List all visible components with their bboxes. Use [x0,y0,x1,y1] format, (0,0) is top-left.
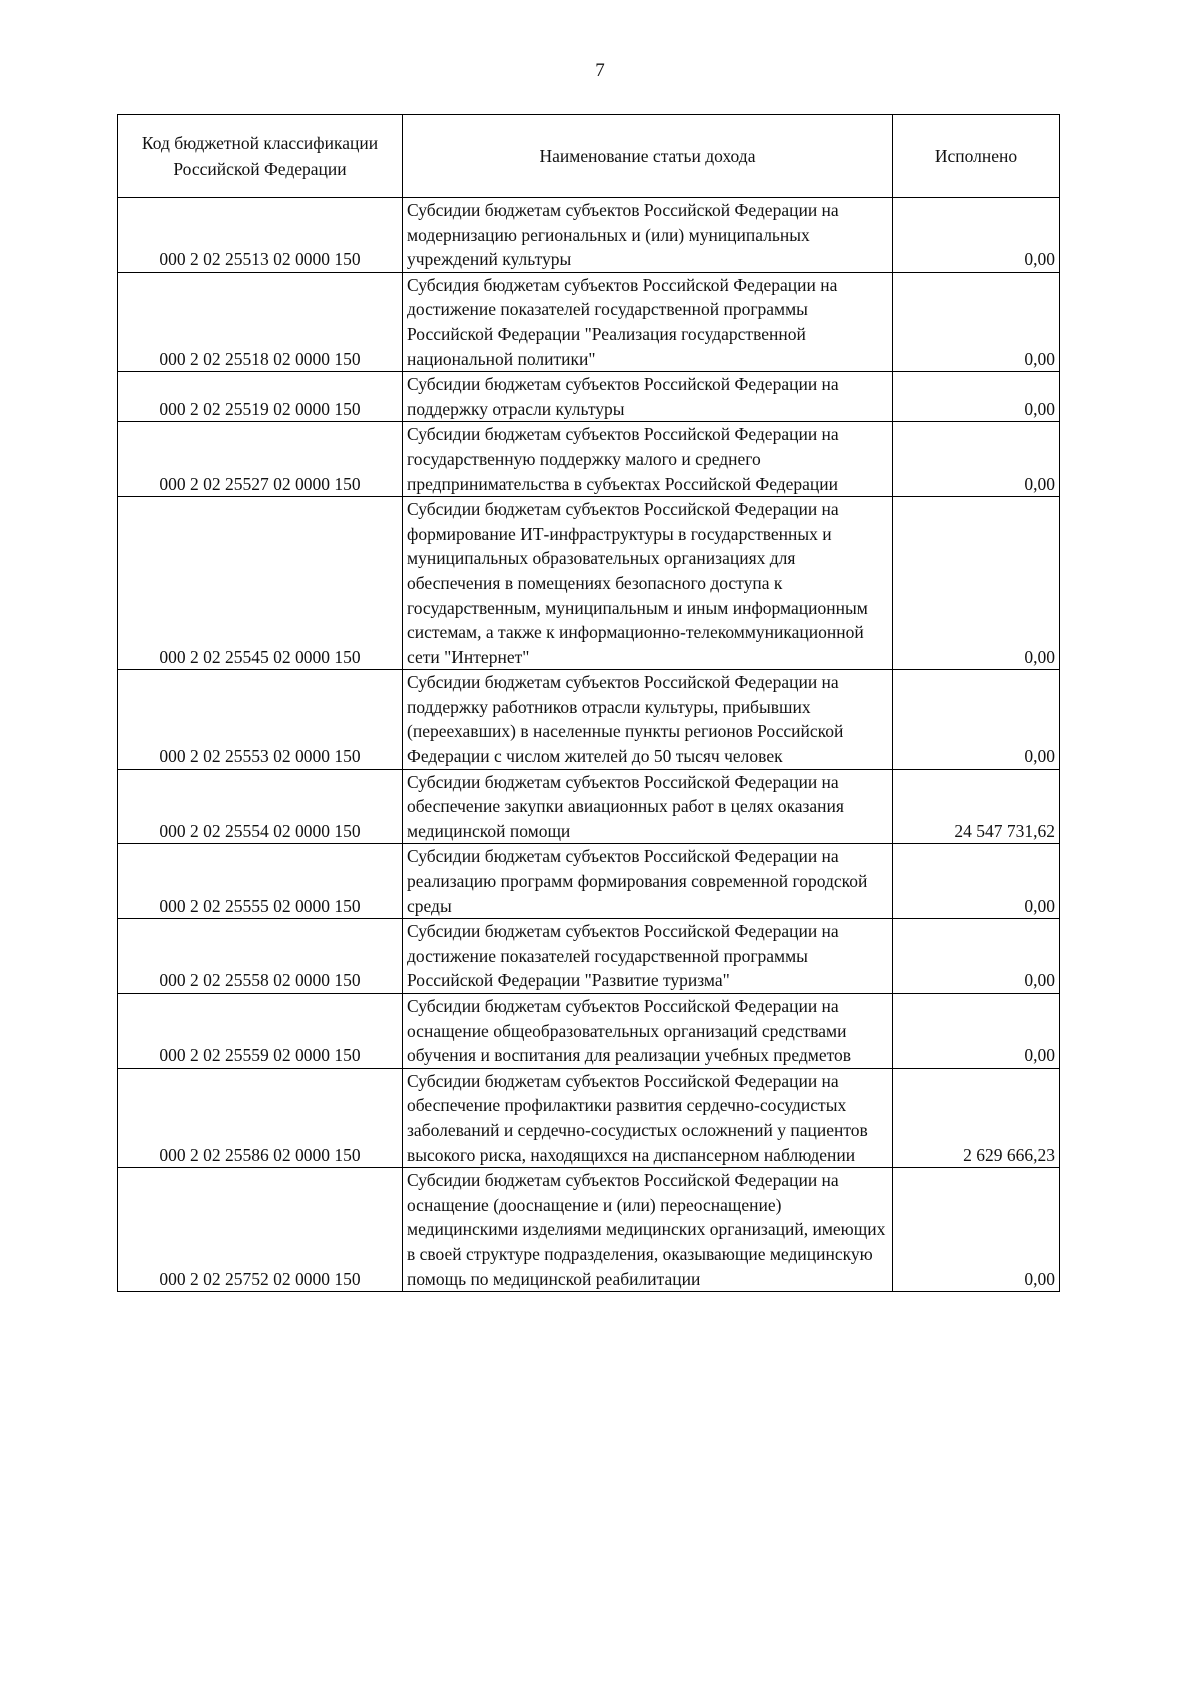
row-name: Субсидии бюджетам субъектов Российской Федерации на поддержку отрасли культуры [403,372,893,422]
table-row [118,497,1060,670]
row-amount: 2 629 666,23 [893,1068,1060,1167]
row-name: Субсидии бюджетам субъектов Российской Федерации на оснащение (дооснащение и (или) переоснащение) медицинскими изделиями медицинских организаций, имеющих в своей структуре подразделения, оказывающие медицинскую помощь по медицинской реабилитации [403,1168,893,1292]
row-code: 000 2 02 25586 02 0000 150 [118,1068,403,1167]
page-number: 7 [595,60,605,81]
row-name: Субсидии бюджетам субъектов Российской Федерации на оснащение общеобразовательных организаций средствами обучения и воспитания для реализации учебных предметов [403,994,893,1069]
table-row [118,1168,1060,1292]
row-name: Субсидии бюджетам субъектов Российской Федерации на реализацию программ формирования современной городской среды [403,844,893,919]
row-code: 000 2 02 25555 02 0000 150 [118,844,403,919]
row-amount: 0,00 [893,497,1060,670]
header-amount: Исполнено [893,115,1060,198]
row-name: Субсидии бюджетам субъектов Российской Федерации на обеспечение закупки авиационных работ в целях оказания медицинской помощи [403,769,893,844]
row-code: 000 2 02 25527 02 0000 150 [118,422,403,497]
row-name: Субсидии бюджетам субъектов Российской Федерации на обеспечение профилактики развития сердечно-сосудистых заболеваний и сердечно-сосудистых осложнений у пациентов высокого риска, находящихся на диспансерном наблюдении [403,1068,893,1167]
row-code: 000 2 02 25518 02 0000 150 [118,272,403,371]
row-amount: 0,00 [893,272,1060,371]
header-name: Наименование статьи дохода [403,115,893,198]
row-name: Субсидия бюджетам субъектов Российской Федерации на достижение показателей государственной программы Российской Федерации "Реализация государственной национальной политики" [403,272,893,371]
row-amount: 24 547 731,62 [893,769,1060,844]
row-code: 000 2 02 25559 02 0000 150 [118,994,403,1069]
row-code: 000 2 02 25558 02 0000 150 [118,919,403,994]
table-row [118,372,1060,422]
row-code: 000 2 02 25554 02 0000 150 [118,769,403,844]
row-amount: 0,00 [893,372,1060,422]
table-row [118,670,1060,769]
row-code: 000 2 02 25553 02 0000 150 [118,670,403,769]
row-amount: 0,00 [893,919,1060,994]
row-amount: 0,00 [893,422,1060,497]
row-amount: 0,00 [893,844,1060,919]
revenue-table [117,114,1060,1292]
row-name: Субсидии бюджетам субъектов Российской Федерации на модернизацию региональных и (или) муниципальных учреждений культуры [403,198,893,273]
row-amount: 0,00 [893,994,1060,1069]
row-code: 000 2 02 25752 02 0000 150 [118,1168,403,1292]
table-row [118,1068,1060,1167]
table-row [118,919,1060,994]
row-name: Субсидии бюджетам субъектов Российской Федерации на достижение показателей государственной программы Российской Федерации "Развитие туризма" [403,919,893,994]
table-header-row [118,115,1060,198]
row-amount: 0,00 [893,670,1060,769]
table-row [118,422,1060,497]
row-name: Субсидии бюджетам субъектов Российской Федерации на государственную поддержку малого и среднего предпринимательства в субъектах Российской Федерации [403,422,893,497]
table-row [118,994,1060,1069]
row-code: 000 2 02 25513 02 0000 150 [118,198,403,273]
table-row [118,769,1060,844]
row-code: 000 2 02 25545 02 0000 150 [118,497,403,670]
table-row [118,198,1060,273]
row-name: Субсидии бюджетам субъектов Российской Федерации на поддержку работников отрасли культуры, прибывших (переехавших) в населенные пункты регионов Российской Федерации с числом жителей до 50 тысяч человек [403,670,893,769]
row-name: Субсидии бюджетам субъектов Российской Федерации на формирование ИТ-инфраструктуры в государственных и муниципальных образовательных организациях для обеспечения в помещениях безопасного доступа к государственным, муниципальным и иным информационным системам, а также к информационно-телекоммуникационной сети "Интернет" [403,497,893,670]
row-amount: 0,00 [893,198,1060,273]
table-row [118,844,1060,919]
row-amount: 0,00 [893,1168,1060,1292]
table-row [118,272,1060,371]
row-code: 000 2 02 25519 02 0000 150 [118,372,403,422]
header-code: Код бюджетной классификации Российской Федерации [118,115,403,198]
